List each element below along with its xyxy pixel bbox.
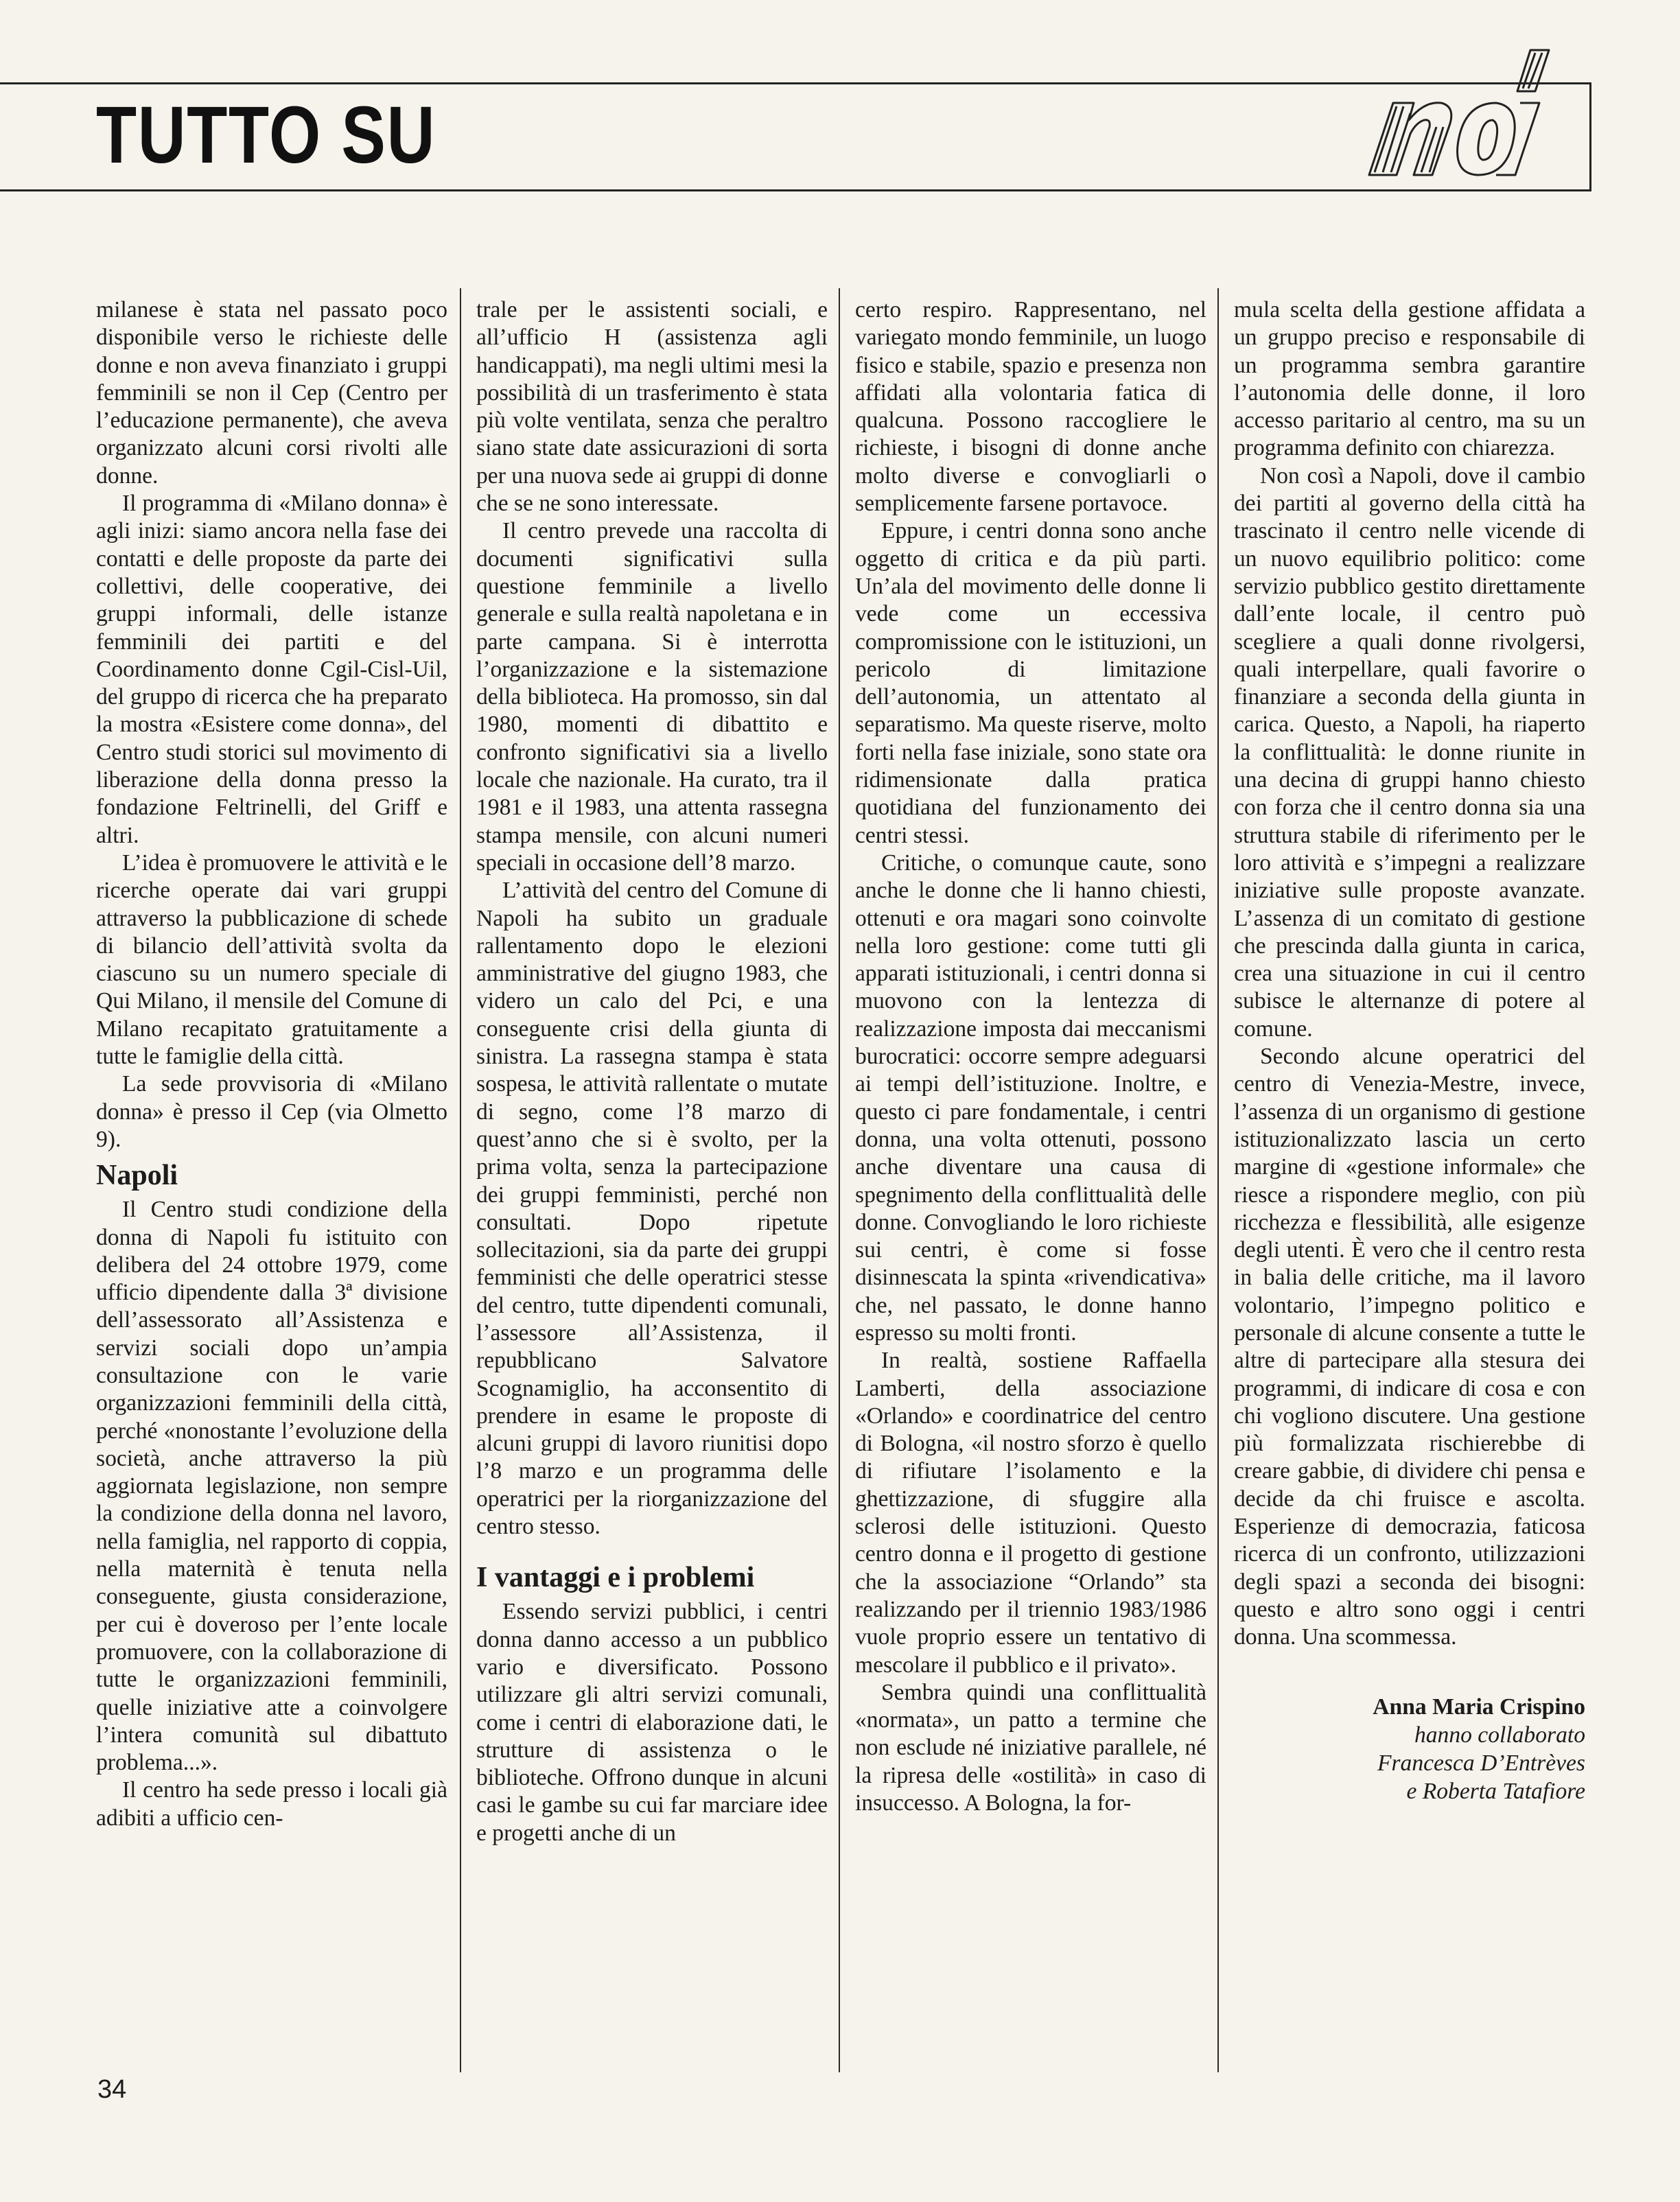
credit-line: Francesca D’Entrèves — [1377, 1750, 1585, 1776]
paragraph: trale per le assistenti sociali, e all’ufficio H (assistenza agli handicappati), ma negli ultimi mesi la possibilità di un trasferimento è stata più volte ventilata, senza che peraltro siano state date assicurazioni di sorta per una nuova sede ai gruppi di donne che se ne sono interessate. — [476, 297, 828, 517]
paragraph: Il Centro studi condizione della donna di Napoli fu istituito con delibera del 24 ottobre 1979, come ufficio dipendente dalla 3ª divisione dell’assessorato all’Assistenza e servizi sociali dopo un’ampia consultazione con le varie organizzazioni femminili della città, perché «nonostante l’evoluzione della società, anche attraverso la più aggiornata legislazione, non sempre la condizione della donna nel lavoro, nella famiglia, nel rapporto di coppia, nella maternità è tenuta nella conseguente, giusta considerazione, per cui è doveroso per l’ente locale promuovere, con la collaborazione di tutte le organizzazioni femminili, quelle iniziative atte a coinvolgere l’intera comunità sul dibattuto problema...». — [96, 1197, 447, 1776]
paragraph: milanese è stata nel passato poco disponibile verso le richieste delle donne e non aveva finanziato i gruppi femminili se non il Cep (Centro per l’educazione permanente), che aveva organizzato alcuni corsi rivolti alle donne. — [96, 297, 447, 489]
article-column-1 — [96, 296, 447, 2060]
credit-line: hanno collaborato — [1414, 1722, 1585, 1748]
paragraph: Essendo servizi pubblici, i centri donna danno accesso a un pubblico vario e diversificato. Possono utilizzare gli altri servizi comunali, come i centri di elaborazione dati, le strutture di assistenza o le biblioteche. Offrono dunque in alcuni casi le gambe su cui far marciare idee e progetti anche di un — [476, 1599, 828, 1846]
paragraph: mula scelta della gestione affidata a un gruppo preciso e responsabile di un programma sembra garantire l’autonomia delle donne, il loro accesso paritario al centro, ma su un programma definito con chiarezza. — [1234, 297, 1585, 461]
paragraph: certo respiro. Rappresentano, nel variegato mondo femminile, un luogo fisico e stabile, spazio e presenza non affidati alla volontaria fatica di qualcuna. Possono raccogliere le richieste, i bisogni di donne anche molto diverse e convogliarli o semplicemente farsene portavoce. — [855, 297, 1206, 517]
paragraph: Il programma di «Milano donna» è agli inizi: siamo ancora nella fase dei contatti e delle proposte da parte dei collettivi, delle cooperative, dei gruppi informali, delle istanze femminili dei partiti e del Coordinamento donne Cgil-Cisl-Uil, del gruppo di ricerca che ha preparato la mostra «Esistere come donna», del Centro studi storici sul movimento di liberazione della donna presso la fondazione Feltrinelli, del Griff e altri. — [96, 491, 447, 848]
header-rule-bottom — [0, 189, 1591, 191]
paragraph: Sembra quindi una conflittualità «normata», un patto a termine che non esclude né iniziative parallele, né la ripresa delle «ostilità» in caso di insuccesso. A Bologna, la for- — [855, 1679, 1206, 1816]
paragraph: Non così a Napoli, dove il cambio dei partiti al governo della città ha trascinato il centro nelle vicende di un nuovo equilibrio politico: come servizio pubblico gestito direttamente dall’ente locale, il centro può scegliere a quali donne rivolgersi, quali interpellare, quali favorire o finanziare a seconda della giunta in carica. Questo, a Napoli, ha riaperto la conflittualità: le donne riunite in una decina di gruppi hanno chiesto con forza che il centro donna sia una struttura stabile di riferimento per le loro attività e s’impegni a realizzare iniziative sulle proposte avanzate. L’assenza di un comitato di gestione che prescinda dalla giunta in carica, crea una situazione in cui il centro subisce le alternanze di potere al comune. — [1234, 462, 1585, 1042]
header-rule-right — [1589, 82, 1591, 191]
paragraph: L’attività del centro del Comune di Napoli ha subito un graduale rallentamento dopo le elezioni amministrative del giugno 1983, che videro un calo del Pci, e una conseguente crisi della giunta di sinistra. La rassegna stampa è stata sospesa, le attività rallentate o mutate di segno, come l’8 marzo di quest’anno che si è svolto, per la prima volta, senza la partecipazione dei gruppi femministi, perché non consultati. Dopo ripetute sollecitazioni, sia da parte dei gruppi femministi che delle operatrici stesse del centro, tutte dipendenti comunali, l’assessore all’Assistenza, il repubblicano Salvatore Scognamiglio, ha acconsentito di prendere in esame le proposte di alcuni gruppi di lavoro riunitisi dopo l’8 marzo e un programma delle operatrici per la riorganizzazione del centro stesso. — [476, 878, 828, 1540]
paragraph: L’idea è promuovere le attività e le ricerche operate dai vari gruppi attraverso la pubblicazione di schede di bilancio dell’attività svolta da ciascuno su un numero speciale di Qui Milano, il mensile del Comune di Milano recapitato gratuitamente a tutte le famiglie della città. — [96, 850, 447, 1070]
article-column-4 — [1234, 296, 1585, 2060]
page-number: 34 — [97, 2075, 127, 2104]
paragraph: In realtà, sostiene Raffaella Lamberti, della associazione «Orlando» e coordinatrice del centro di Bologna, «il nostro sforzo è quello di rifiutare l’isolamento e la ghettizzazione, di sfuggire alla sclerosi delle istituzioni. Questo centro donna e il progetto di gestione che la associazione “Orlando” sta realizzando per il triennio 1983/1986 vuole proprio essere un tentativo di mescolare il pubblico e il privato». — [855, 1348, 1206, 1678]
paragraph: Il centro ha sede presso i locali già adibiti a ufficio cen- — [96, 1777, 447, 1831]
paragraph: La sede provvisoria di «Milano donna» è presso il Cep (via Olmetto 9). — [96, 1071, 447, 1152]
author-signature — [1234, 1693, 1585, 1805]
section-title: TUTTO SU — [96, 90, 436, 180]
section-heading-vantaggi: I vantaggi e i problemi — [476, 1562, 755, 1594]
paragraph: Il centro prevede una raccolta di documenti significativi sulla questione femminile a livello generale e sulla realtà napoletana e in parte campana. Si è interrotta l’organizzazione e la sistemazione della biblioteca. Ha promosso, sin dal 1980, momenti di dibattito e confronto significativi sia a livello locale che nazionale. Ha curato, tra il 1981 e il 1983, una attenta rassegna stampa mensile, con alcuni numeri speciali in occasione dell’8 marzo. — [476, 518, 828, 876]
section-heading-napoli: Napoli — [96, 1160, 178, 1192]
paragraph: Critiche, o comunque caute, sono anche le donne che li hanno chiesti, ottenuti e ora magari sono coinvolte nella loro gestione: come tutti gli apparati istituzionali, i centri donna si muovono con la lentezza di realizzazione imposta dai meccanismi burocratici: occorre sempre adeguarsi ai tempi dell’istituzione. Inoltre, e questo ci pare fondamentale, i centri donna, una volta ottenuti, possono anche diventare una causa di spegnimento della conflittualità delle donne. Convogliando le loro richieste sui centri, è come si fosse disinnescata la spinta «rivendicativa» che, nel passato, le donne hanno espresso su molti fronti. — [855, 850, 1206, 1346]
author-name: Anna Maria Crispino — [1373, 1694, 1585, 1720]
column-divider — [460, 288, 461, 2072]
article-column-2 — [476, 296, 828, 2060]
noi-logo-icon — [1355, 38, 1554, 189]
article-column-3 — [855, 296, 1206, 2060]
credit-line: e Roberta Tatafiore — [1406, 1778, 1585, 1804]
column-divider — [839, 288, 840, 2072]
header-rule-top — [0, 82, 1591, 84]
paragraph: Eppure, i centri donna sono anche oggetto di critica e da più parti. Un’ala del movimento delle donne li vede come un eccessiva compromissione con le istituzioni, un pericolo di limitazione dell’autonomia, un attentato al separatismo. Ma queste riserve, molto forti nella fase iniziale, sono state ora ridimensionate dalla pratica quotidiana del funzionamento dei centri stessi. — [855, 518, 1206, 848]
paragraph: Secondo alcune operatrici del centro di Venezia-Mestre, invece, l’assenza di un organismo di gestione istituzionalizzato lascia un certo margine di «gestione informale» che riesce a rispondere meglio, con più ricchezza e flessibilità, alle esigenze degli utenti. È vero che il centro resta in balia delle critiche, ma il lavoro volontario, l’impegno politico e personale di alcune consente a tutte le altre di partecipare alla stesura dei programmi, di indicare di cosa e con chi vogliono discutere. Una gestione più formalizzata rischierebbe di creare gabbie, di dividere chi pensa e decide da chi fruisce e ascolta. Esperienze di democrazia, faticosa ricerca di un confronto, utilizzazioni degli spazi a seconda dei bisogni: questo e altro sono oggi i centri donna. Una scommessa. — [1234, 1044, 1585, 1650]
column-divider — [1217, 288, 1219, 2072]
